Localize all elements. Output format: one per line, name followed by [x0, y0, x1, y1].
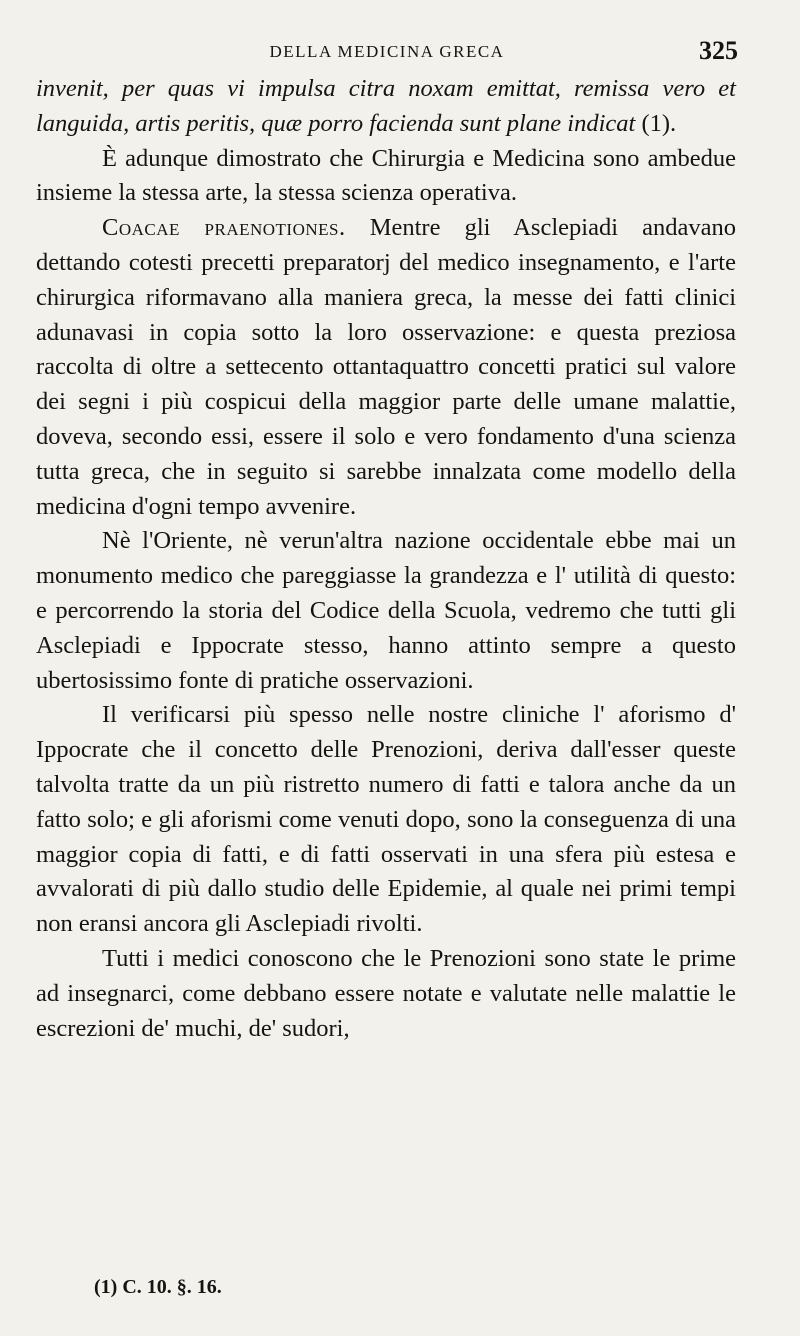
- section-heading-coacae: Coacae praenotiones.: [102, 214, 346, 242]
- paragraph-coacae-text: Mentre gli Asclepiadi andavano dettando cotesti precetti preparatorj del medico insegnamento, e l'arte chirurgica riformavano alla maniera greca, la messe dei fatti clinici adunavasi in copia sotto la loro osservazione: e questa preziosa raccolta di oltre a settecento ottantaquattro concetti pratici sul valore dei segni i più cospicui della maggior parte delle umane malattie, doveva, secondo essi, essere il solo e vero fondamento d'una scienza tutta greca, che in seguito si sarebbe innalzata come modello della medicina d'ogni tempo avvenire.: [36, 214, 736, 520]
- footnote-reference: (1).: [635, 109, 677, 137]
- latin-quote: invenit, per quas vi impulsa citra noxam emittat, remissa vero et languida, artis peritis, quæ porro facienda sunt plane indicat: [36, 75, 736, 137]
- running-title: DELLA MEDICINA GRECA: [269, 42, 505, 61]
- paragraph-aforismo: Il verificarsi più spesso nelle nostre cliniche l' aforismo d' Ippocrate che il concetto delle Prenozioni, deriva dall'esser queste talvolta tratte da un più ristretto numero di fatti e talora anche da un fatto solo; e gli aforismi come venuti dopo, sono la conseguenza di una maggior copia di fatti, e di fatti osservati in una sfera più estesa e avvalorati di più dallo studio delle Epidemie, al quale nei primi tempi non eransi ancora gli Asclepiadi rivolti.: [36, 701, 736, 938]
- paragraph-oriente: Nè l'Oriente, nè verun'altra nazione occidentale ebbe mai un monumento medico che pareggiasse la grandezza e l' utilità di questo: e percorrendo la storia del Codice della Scuola, vedremo che tutti gli Asclepiadi e Ippocrate stesso, hanno attinto sempre a questo ubertosissimo fonte di pratiche osservazioni.: [36, 527, 736, 694]
- body-text: [36, 72, 736, 1046]
- paragraph-latin-quote: [36, 72, 736, 142]
- footnote: (1) C. 10. §. 16.: [94, 1276, 222, 1298]
- page-number: 325: [699, 36, 738, 65]
- paragraph-coacae: [36, 211, 736, 524]
- paragraph-prenozioni: Tutti i medici conoscono che le Prenozioni sono state le prime ad insegnarci, come debbano essere notate e valutate nelle malattie le escrezioni de' muchi, de' sudori,: [36, 944, 736, 1042]
- page-header: [36, 36, 738, 66]
- paragraph-surgery-medicine: È adunque dimostrato che Chirurgia e Medicina sono ambedue insieme la stessa arte, la stessa scienza operativa.: [36, 144, 736, 207]
